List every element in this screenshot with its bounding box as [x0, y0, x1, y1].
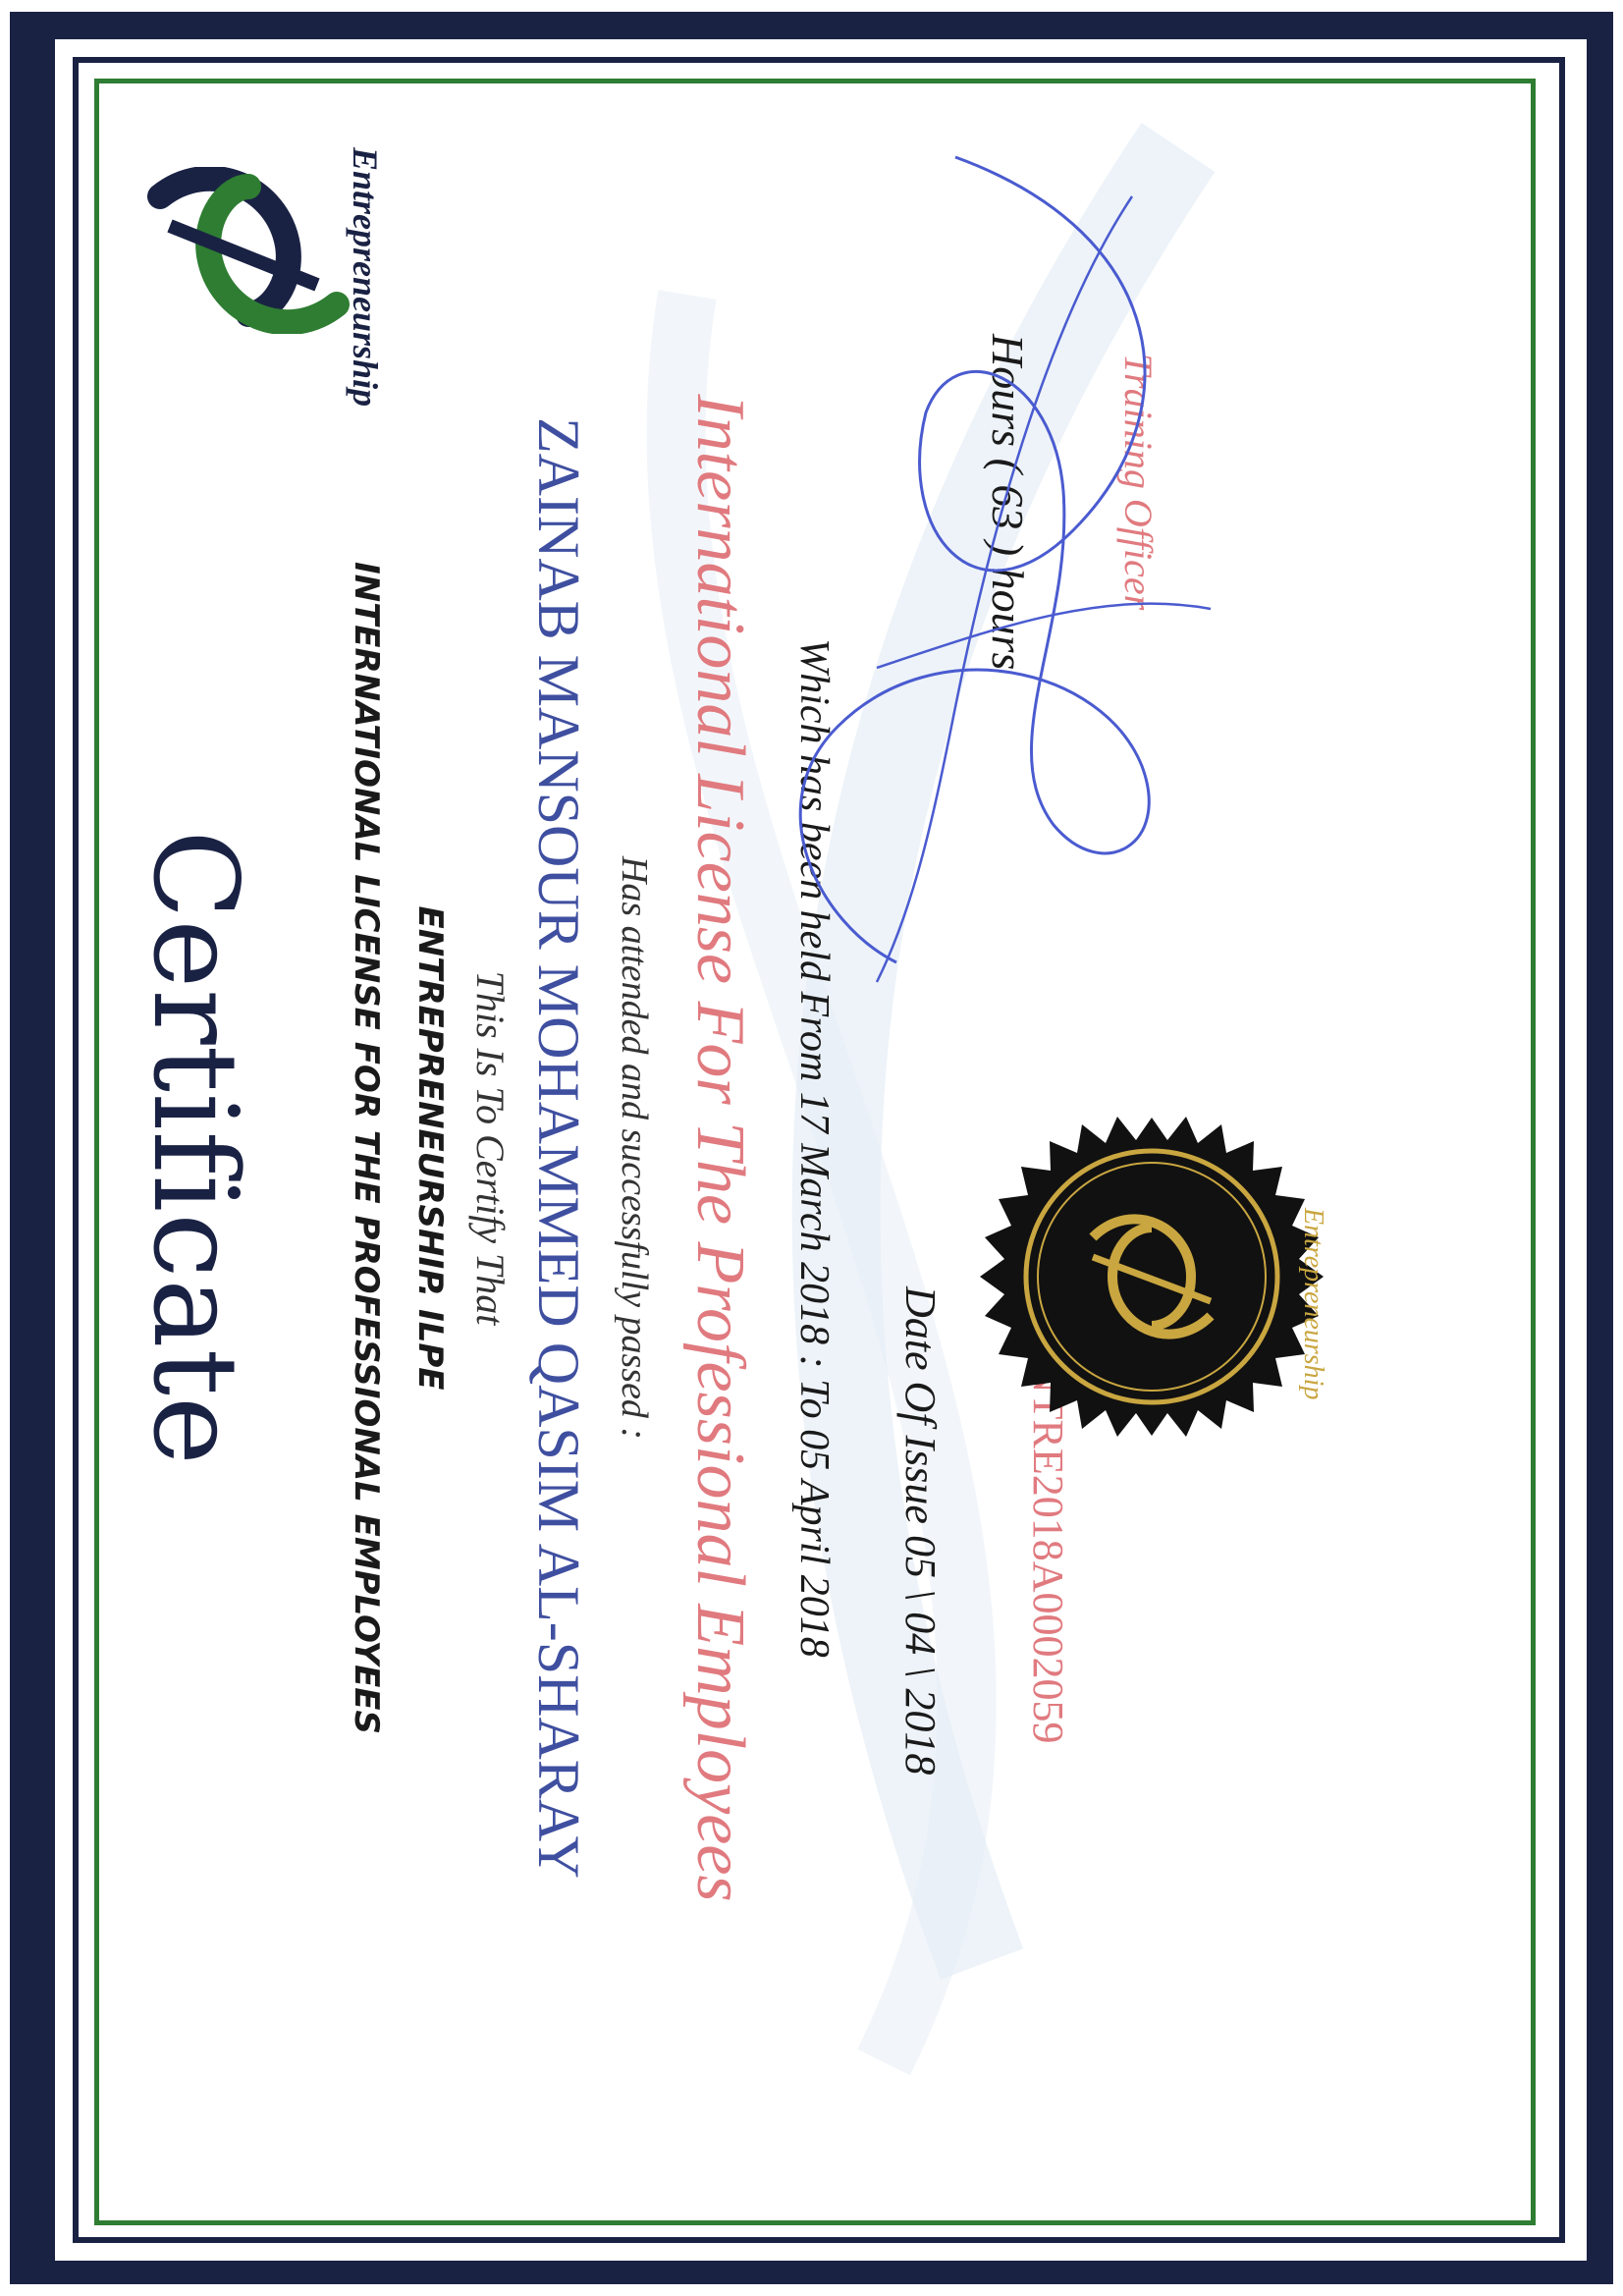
seal-caption: Entrepreneurship [1298, 1208, 1328, 1400]
attended-text: Has attended and successfully passed : [614, 855, 655, 1441]
signature [739, 118, 1250, 1002]
hours-text: Hours ( 63 ) hours [983, 334, 1033, 671]
heading-line-1: INTERNATIONAL LICENSE FOR THE PROFESSIONAL EMPLOYEES [347, 561, 386, 1735]
course-name: International License For The Professional Employees [682, 394, 758, 1902]
certificate-title: Certificate [128, 830, 263, 1466]
heading-line-2: ENTREPRENEURSHIP. ILPE [410, 905, 450, 1391]
date-of-issue: Date Of Issue 05 \ 04 \ 2018 [896, 1286, 945, 1776]
gold-seal-icon [975, 1100, 1328, 1453]
recipient-name: ZAINAB MANSOUR MOHAMMED QASIM AL-SHARAY [526, 417, 591, 1879]
logo-wordmark: Entrepreneurship [346, 147, 385, 408]
training-officer-label: Training Officer [1116, 354, 1161, 611]
held-dates-text: Which has been held From 17 March 2018 : To 05 April 2018 [791, 638, 837, 1658]
certify-text: This Is To Certify That [468, 970, 513, 1326]
serial-number: ENTRE2018A0002059 [1024, 1336, 1072, 1744]
